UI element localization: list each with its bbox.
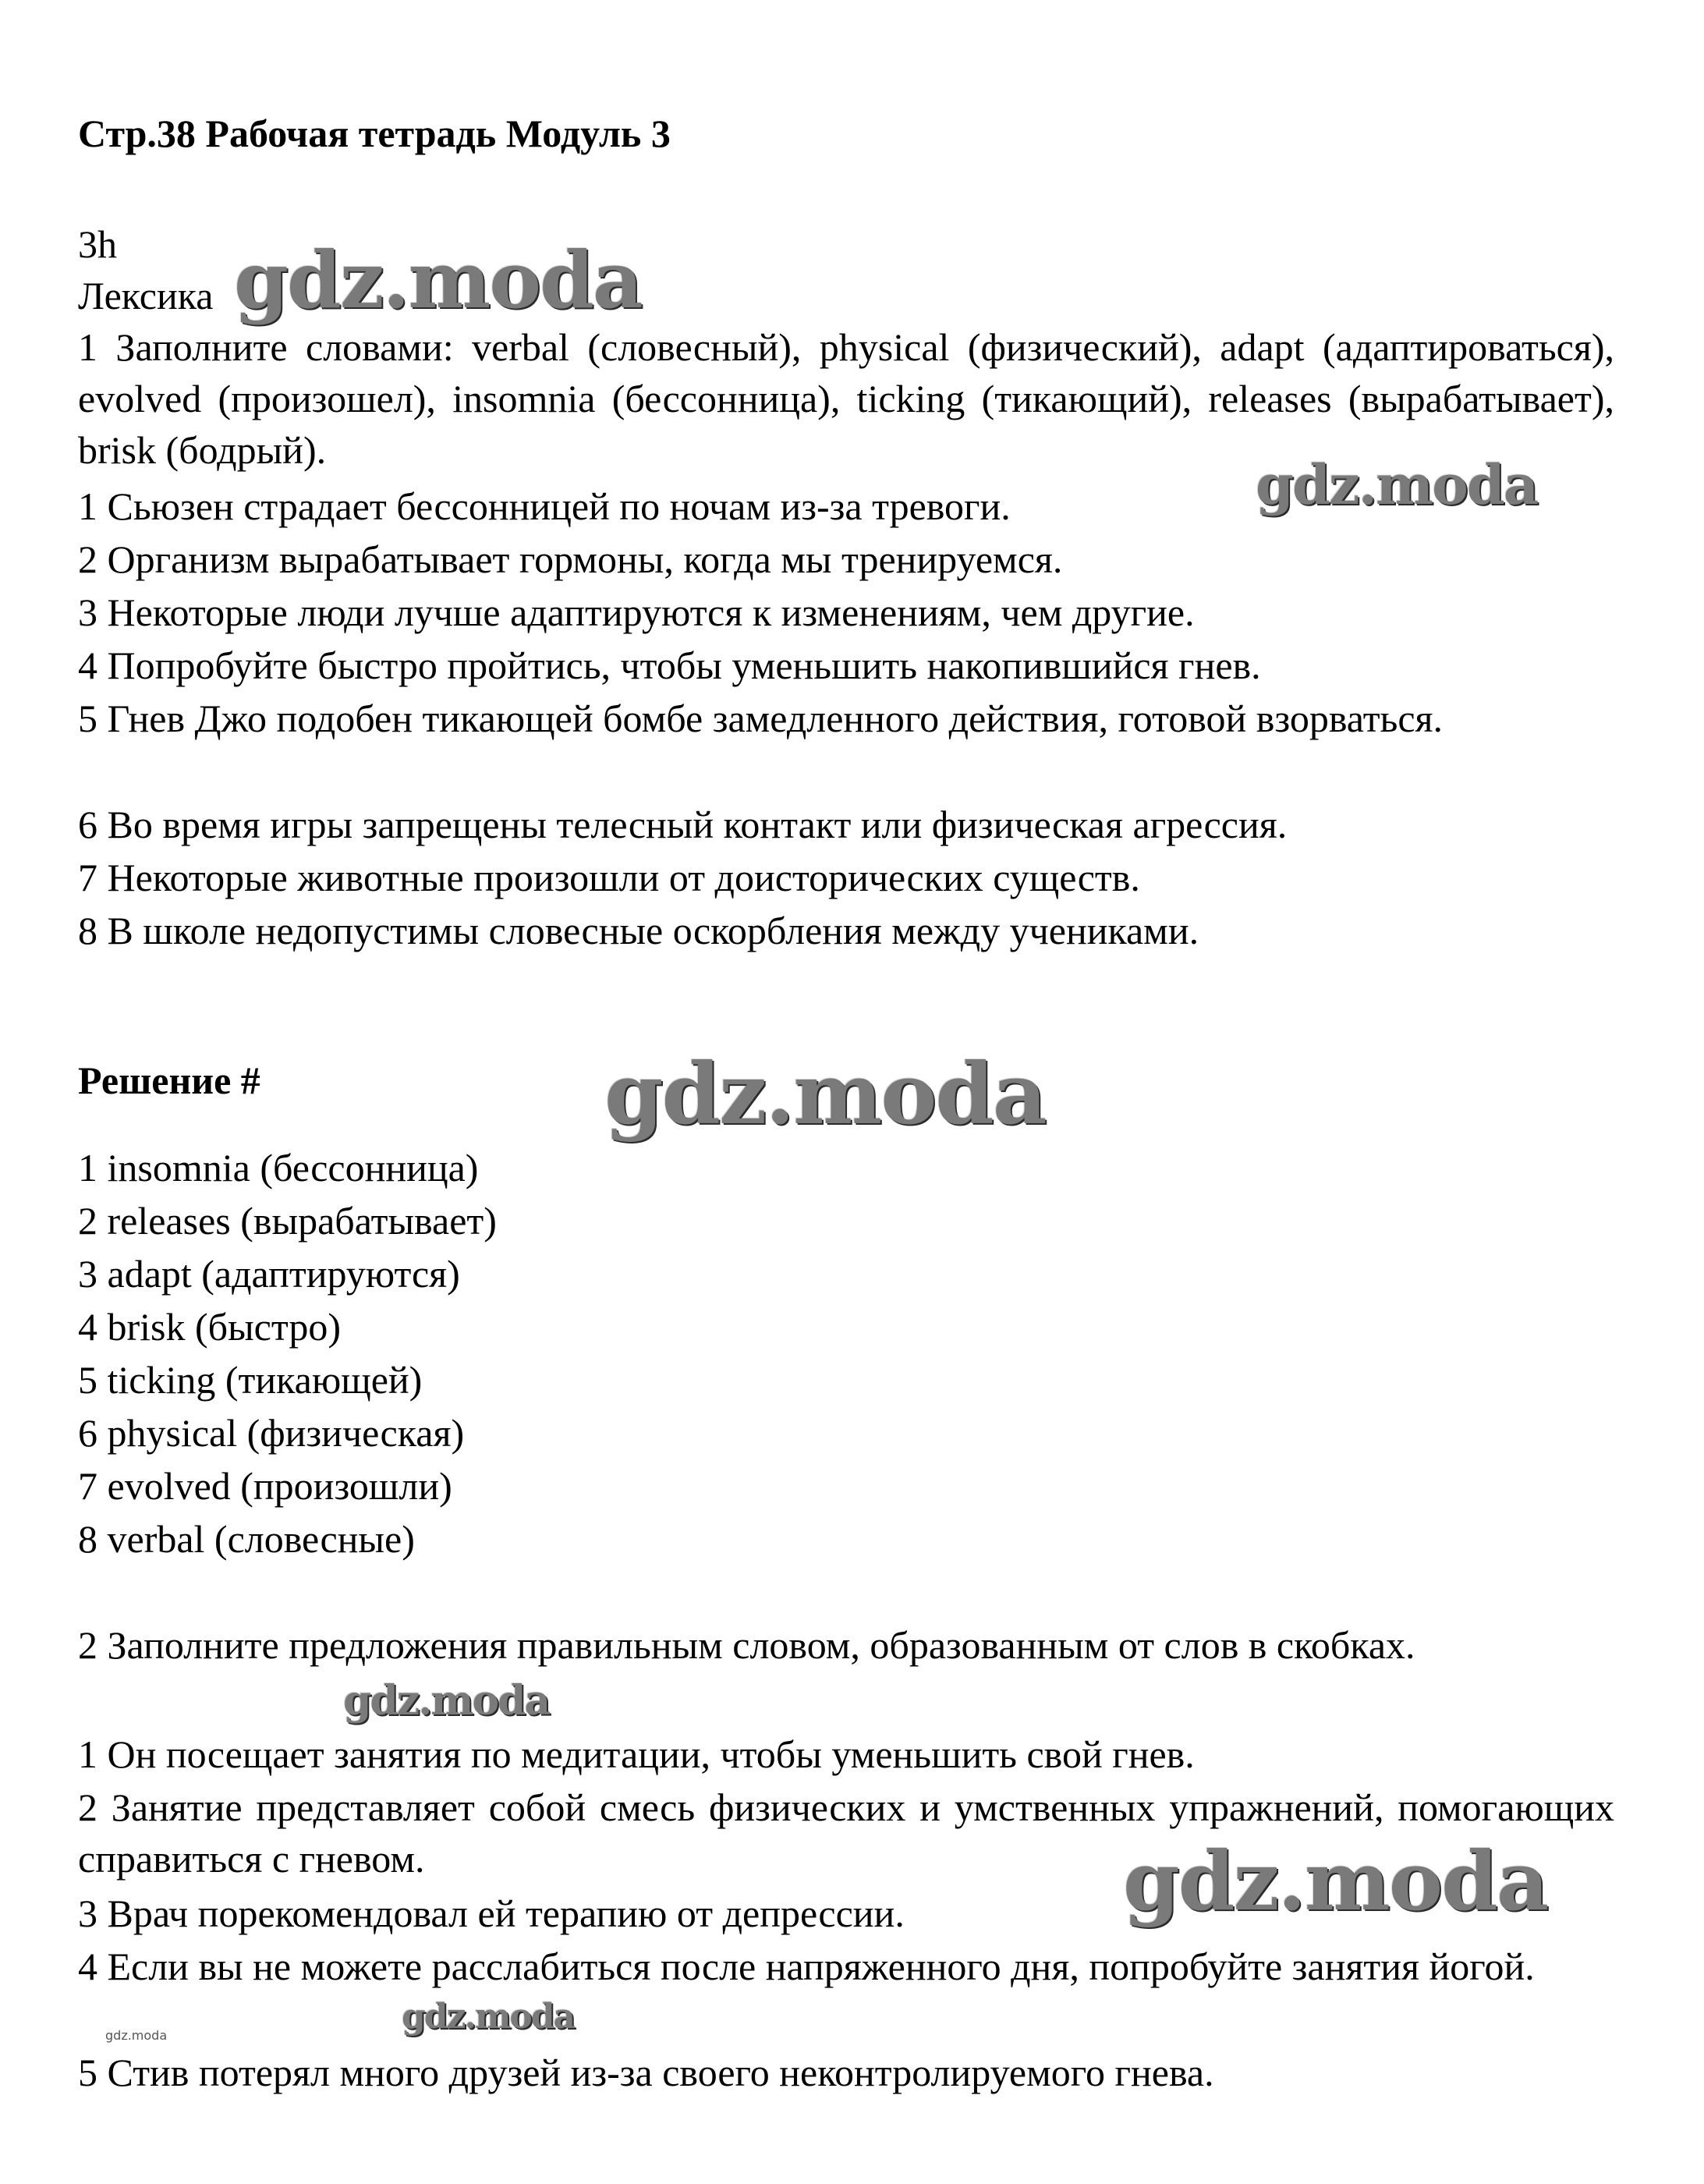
solution-answer-8: 8 verbal (словесные) xyxy=(78,1517,415,1561)
solution-answer-7: 7 evolved (произошли) xyxy=(78,1464,452,1508)
solution-answer-3: 3 adapt (адаптируются) xyxy=(78,1252,460,1296)
section-code: 3h xyxy=(78,222,117,266)
watermark-logo: gdz.moda xyxy=(402,1997,575,2037)
solution-answer-6: 6 physical (физическая) xyxy=(78,1411,465,1455)
solution-answer-5: 5 ticking (тикающей) xyxy=(78,1358,423,1402)
section-name: Лексика xyxy=(78,274,214,317)
solution-answer-4: 4 brisk (быстро) xyxy=(78,1305,341,1349)
watermark-small: gdz.moda xyxy=(105,2028,168,2043)
task2-sentence-4: 4 Если вы не можете расслабиться после напряженного дня, попробуйте занятия йогой. xyxy=(78,1945,1535,1988)
task1-sentence-8: 8 В школе недопустимы словесные оскорбления между учениками. xyxy=(78,909,1199,952)
solution-heading: Решение # xyxy=(78,1058,260,1102)
page-title: Стр.38 Рабочая тетрадь Модуль 3 xyxy=(78,112,671,155)
solution-answer-2: 2 releases (вырабатывает) xyxy=(78,1199,497,1243)
task1-sentence-4: 4 Попробуйте быстро пройтись, чтобы уменьшить накопившийся гнев. xyxy=(78,644,1261,687)
task2-sentence-5: 5 Стив потерял много друзей из-за своего неконтролируемого гнева. xyxy=(78,2051,1214,2094)
solution-answer-1: 1 insomnia (бессонница) xyxy=(78,1146,479,1190)
watermark-logo: gdz.moda xyxy=(1123,1833,1548,1929)
task1-sentence-3: 3 Некоторые люди лучше адаптируются к изменениям, чем другие. xyxy=(78,590,1195,634)
watermark-logo: gdz.moda xyxy=(343,1677,550,1725)
task2-sentence-3: 3 Врач порекомендовал ей терапию от депрессии. xyxy=(78,1892,905,1935)
task2-sentence-2: 2 Занятие представляет собой смесь физических и умственных упражнений, помогающих справиться с гневом. xyxy=(78,1785,1614,1881)
watermark-logo: gdz.moda xyxy=(234,234,642,326)
watermark-logo: gdz.moda xyxy=(1256,452,1538,517)
task2-instruction: 2 Заполните предложения правильным словом, образованным от слов в скобках. xyxy=(78,1623,1415,1667)
task1-sentence-5: 5 Гнев Джо подобен тикающей бомбе замедленного действия, готовой взорваться. xyxy=(78,697,1444,740)
task1-sentence-2: 2 Организм вырабатывает гормоны, когда мы тренируемся. xyxy=(78,537,1063,581)
task2-sentence-1: 1 Он посещает занятия по медитации, чтобы уменьшить свой гнев. xyxy=(78,1732,1195,1776)
task1-instruction: 1 Заполните словами: verbal (словесный), physical (физический), adapt (адаптироваться), evolved (произошел), insomnia (бессонница), ticking (тикающий), releases (вырабатывает), brisk (бодрый). xyxy=(78,325,1614,472)
task1-sentence-7: 7 Некоторые животные произошли от доисторических существ. xyxy=(78,856,1140,899)
task1-sentence-1: 1 Сьюзен страдает бессонницей по ночам из-за тревоги. xyxy=(78,484,1011,528)
task1-sentence-6: 6 Во время игры запрещены телесный контакт или физическая агрессия. xyxy=(78,803,1288,846)
watermark-logo: gdz.moda xyxy=(604,1045,1046,1143)
